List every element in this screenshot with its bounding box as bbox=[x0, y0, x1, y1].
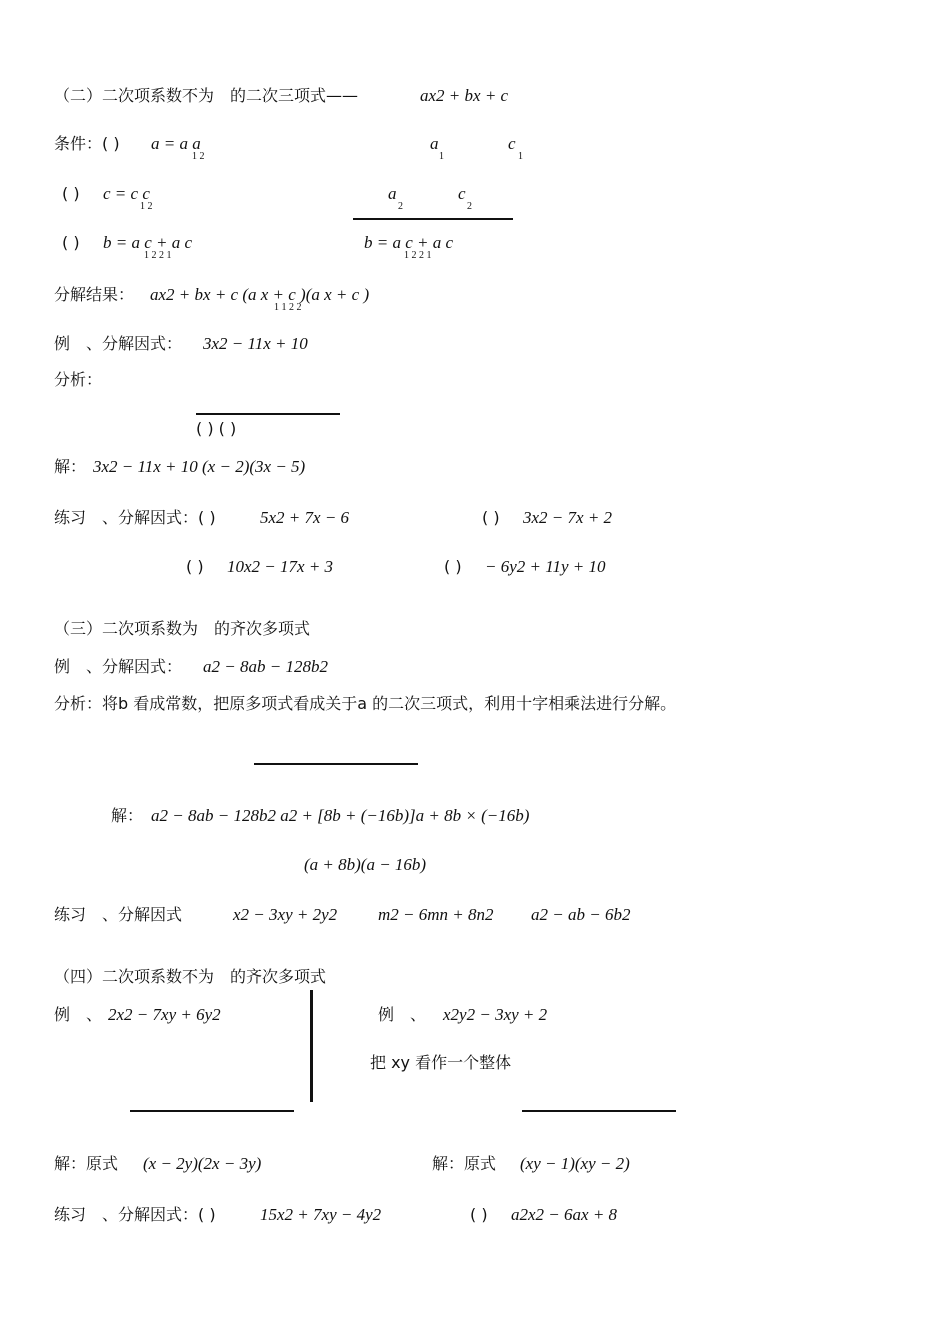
cross-b-subscript: 1 2 2 1 bbox=[404, 250, 432, 261]
cross-c1: c bbox=[508, 134, 516, 153]
section3-analysis: 分析：将b 看成常数，把原多项式看成关于a 的二次三项式，利用十字相乘法进行分解。 bbox=[54, 694, 677, 713]
example-label: 例 、分解因式： bbox=[54, 334, 183, 353]
section4-exampleB-note: 把 xy 看作一个整体 bbox=[370, 1053, 512, 1072]
section4-exampleB-label: 例 、 bbox=[378, 1005, 427, 1024]
section3-practice-label: 练习 、分解因式 bbox=[54, 905, 183, 924]
section3-cross-line bbox=[254, 763, 418, 765]
section4-solutionB-expr: (xy − 1)(xy − 2) bbox=[520, 1154, 630, 1173]
analysis-cross-line bbox=[196, 413, 340, 415]
cross-a2-subscript: 2 bbox=[398, 201, 403, 212]
section2-title: （二）二次项系数不为 的二次三项式—— bbox=[54, 86, 359, 105]
practice-3: 10x2 − 17x + 3 bbox=[227, 557, 334, 576]
result-expr: ax2 + bx + c (a x + c )(a x + c ) bbox=[150, 285, 370, 304]
section4-practice-2: a2x2 − 6ax + 8 bbox=[511, 1205, 618, 1224]
practice-3-label: ( ) bbox=[186, 557, 204, 576]
condition-3-subscript: 1 2 2 1 bbox=[144, 250, 172, 261]
section2-title-expr: ax2 + bx + c bbox=[420, 86, 509, 105]
section4-vertical-divider bbox=[310, 990, 313, 1102]
result-label: 分解结果： bbox=[54, 285, 135, 304]
result-subscript: 1 1 2 2 bbox=[274, 302, 302, 313]
section3-solution-expr: a2 − 8ab − 128b2 a2 + [8b + (−16b)]a + 8b × (−16b) bbox=[151, 806, 530, 825]
practice-2: 3x2 − 7x + 2 bbox=[523, 508, 613, 527]
condition-2-label: ( ) bbox=[62, 184, 80, 203]
condition-3: b = a c + a c bbox=[103, 233, 193, 252]
condition-3-label: ( ) bbox=[62, 233, 80, 252]
section3-example-expr: a2 − 8ab − 128b2 bbox=[203, 657, 328, 676]
cross-c2-subscript: 2 bbox=[467, 201, 472, 212]
section4-practice-2-label: ( ) bbox=[470, 1205, 488, 1224]
section4-solutionA-label: 解：原式 bbox=[54, 1154, 119, 1173]
practice-1: 5x2 + 7x − 6 bbox=[260, 508, 350, 527]
analysis-brackets: ( ) ( ) bbox=[196, 419, 237, 438]
cross-c1-subscript: 1 bbox=[518, 151, 523, 162]
solution-expr: 3x2 − 11x + 10 (x − 2)(3x − 5) bbox=[93, 457, 306, 476]
section3-practice-1: x2 − 3xy + 2y2 bbox=[233, 905, 338, 924]
section4-title: （四）二次项系数不为 的齐次多项式 bbox=[54, 967, 327, 986]
section3-example-label: 例 、分解因式： bbox=[54, 657, 183, 676]
section4-exampleA-label: 例 、 bbox=[54, 1005, 103, 1024]
cross-divider-line bbox=[353, 218, 513, 220]
example-expr: 3x2 − 11x + 10 bbox=[203, 334, 308, 353]
cross-a2: a bbox=[388, 184, 397, 203]
practice-label: 练习 、分解因式：( ) bbox=[54, 508, 216, 527]
section4-exampleB-expr: x2y2 − 3xy + 2 bbox=[443, 1005, 548, 1024]
condition-1-subscript: 1 2 bbox=[192, 151, 205, 162]
condition-2-subscript: 1 2 bbox=[140, 201, 153, 212]
section4-solutionA-expr: (x − 2y)(2x − 3y) bbox=[143, 1154, 262, 1173]
section3-solution-result: (a + 8b)(a − 16b) bbox=[304, 855, 427, 874]
section4-crossB-line bbox=[522, 1110, 676, 1112]
cross-a1-subscript: 1 bbox=[439, 151, 444, 162]
analysis-label: 分析： bbox=[54, 370, 103, 389]
cross-b: b = a c + a c bbox=[364, 233, 454, 252]
section4-crossA-line bbox=[130, 1110, 294, 1112]
cross-a1: a bbox=[430, 134, 439, 153]
section4-solutionB-label: 解：原式 bbox=[432, 1154, 497, 1173]
section3-title: （三）二次项系数为 的齐次多项式 bbox=[54, 619, 311, 638]
condition-1: a = a a bbox=[151, 134, 201, 153]
practice-4-label: ( ) bbox=[444, 557, 462, 576]
section4-exampleA-expr: 2x2 − 7xy + 6y2 bbox=[108, 1005, 221, 1024]
section4-practice-1: 15x2 + 7xy − 4y2 bbox=[260, 1205, 382, 1224]
cross-c2: c bbox=[458, 184, 466, 203]
section3-practice-3: a2 − ab − 6b2 bbox=[531, 905, 631, 924]
condition-label: 条件：( ) bbox=[54, 134, 120, 153]
practice-2-label: ( ) bbox=[482, 508, 500, 527]
section3-practice-2: m2 − 6mn + 8n2 bbox=[378, 905, 494, 924]
solution-label: 解： bbox=[54, 457, 87, 476]
section3-solution-label: 解： bbox=[111, 806, 144, 825]
condition-2: c = c c bbox=[103, 184, 150, 203]
practice-4: − 6y2 + 11y + 10 bbox=[485, 557, 606, 576]
section4-practice-label: 练习 、分解因式：( ) bbox=[54, 1205, 216, 1224]
